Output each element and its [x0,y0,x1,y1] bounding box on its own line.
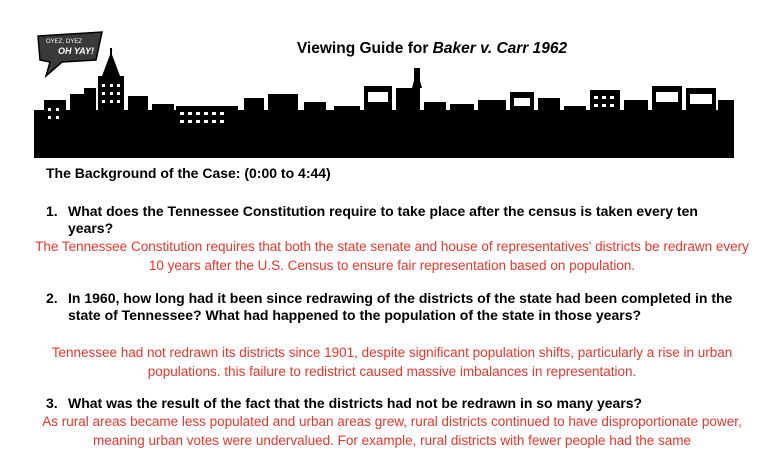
answer-text: As rural areas became less populated and urban areas grew, rural districts continued to have disproportionate power, meaning urban votes were undervalued. For example, rural districts with fewer people had the same [42,414,742,448]
answer-3 [0,412,784,450]
question-text: What does the Tennessee Constitution require to take place after the census is taken every ten years? [68,203,698,236]
title-case-name: Baker v. Carr 1962 [432,40,568,57]
question-number: 3. [46,395,58,411]
answer-1 [0,237,784,275]
question-text: In 1960, how long had it been since redrawing of the districts of the state had been completed in the state of Tennessee? What had happened to the population of the state in those years? [68,290,733,323]
title-prefix: Viewing Guide for [296,40,433,57]
answer-text: The Tennessee Constitution requires that both the state senate and house of representatives' districts be redrawn every 10 years after the U.S. Census to ensure fair representation based on population. [35,239,749,273]
city-skyline-illustration [34,48,734,158]
logo-line-1: OYEZ, OYEZ [46,39,83,45]
question-2 [46,290,746,324]
question-1 [46,203,746,237]
logo-line-2: OH YAY! [58,46,95,56]
answer-text: Tennessee had not redrawn its districts since 1901, despite significant population shifts, particularly a rise in urban populations. this failure to redistrict caused massive imbalances in representation. [51,345,733,379]
question-3 [46,395,746,412]
question-number: 2. [46,290,58,306]
question-number: 1. [46,203,58,219]
answer-2 [0,343,784,381]
question-text: What was the result of the fact that the districts had not be redrawn in so many years? [68,395,643,411]
section-heading: The Background of the Case: (0:00 to 4:44) [46,165,331,181]
